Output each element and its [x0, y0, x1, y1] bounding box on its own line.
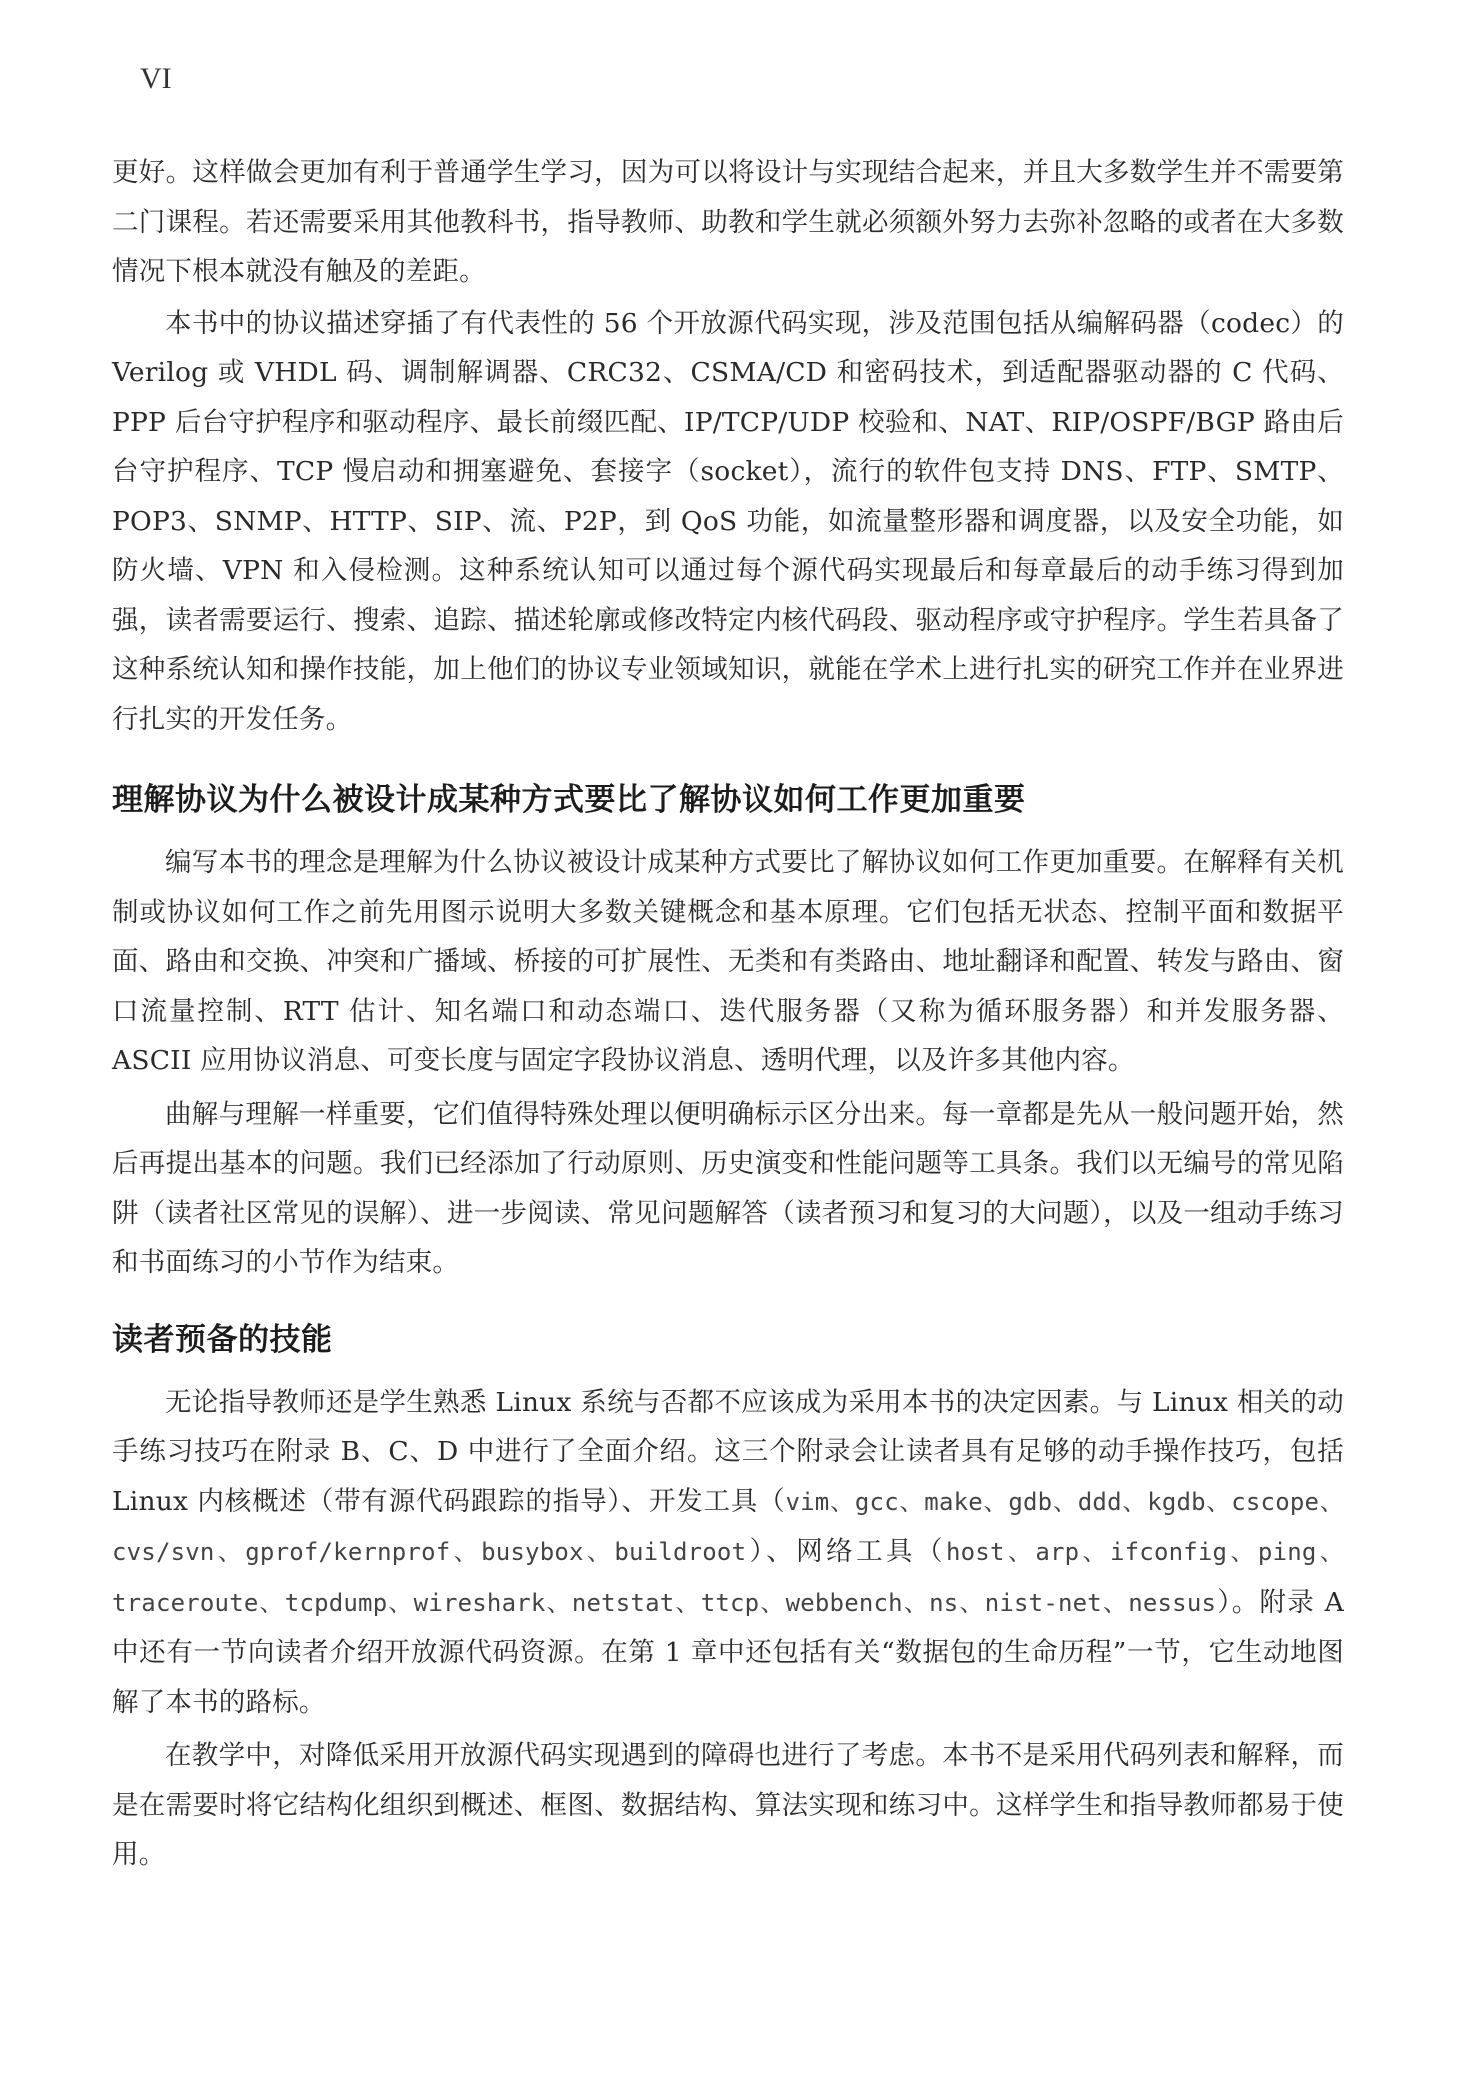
paragraph-teaching: 在教学中，对降低采用开放源代码实现遇到的障碍也进行了考虑。本书不是采用代码列表和解释，而是在需要时将它结构化组织到概述、框图、数据结构、算法实现和练习中。这样学生和指导教师都易于使用。 [112, 1740, 1344, 1870]
page-body [112, 148, 1344, 1880]
page-number: VI [140, 62, 172, 95]
paragraph-open-source-implementations: 本书中的协议描述穿插了有代表性的 56 个开放源代码实现，涉及范围包括从编解码器（codec）的 Verilog 或 VHDL 码、调制解调器、CRC32、CSMA/CD 和密码技术，到适配器驱动器的 C 代码、PPP 后台守护程序和驱动程序、最长前缀匹配、IP/TCP/UDP 校验和、NAT、RIP/OSPF/BGP 路由后台守护程序、TCP 慢启动和拥塞避免、套接字（socket），流行的软件包支持 DNS、FTP、SMTP、POP3、SNMP、HTTP、SIP、流、P2P，到 QoS 功能，如流量整形器和调度器，以及安全功能，如防火墙、VPN 和入侵检测。这种系统认知可以通过每个源代码实现最后和每章最后的动手练习得到加强，读者需要运行、搜索、追踪、描述轮廓或修改特定内核代码段、驱动程序或守护程序。学生若具备了这种系统认知和操作技能，加上他们的协议专业领域知识，就能在学术上进行扎实的研究工作并在业界进行扎实的开发任务。 [112, 307, 1344, 735]
network-tools-list: host、arp、ifconfig、ping、traceroute、tcpdump、wireshark、netstat、ttcp、webbench、ns、nist-net、nessus [112, 1538, 1344, 1617]
paragraph-continued: 更好。这样做会更加有利于普通学生学习，因为可以将设计与实现结合起来，并且大多数学生并不需要第二门课程。若还需要采用其他教科书，指导教师、助教和学生就必须额外努力去弥补忽略的或者在大多数情况下根本就没有触及的差距。 [112, 157, 1344, 287]
linux-skills-text-c: ）。附录 A 中还有一节向读者介绍开放源代码资源。在第 1 章中还包括有关“数据包的生命历程”一节，它生动地图解了本书的路标。 [112, 1586, 1345, 1718]
section-heading-prerequisite-skills: 读者预备的技能 [112, 1321, 333, 1358]
paragraph-design-philosophy: 编写本书的理念是理解为什么协议被设计成某种方式要比了解协议如何工作更加重要。在解释有关机制或协议如何工作之前先用图示说明大多数关键概念和基本原理。它们包括无状态、控制平面和数据平面、路由和交换、冲突和广播域、桥接的可扩展性、无类和有类路由、地址翻译和配置、转发与路由、窗口流量控制、RTT 估计、知名端口和动态端口、迭代服务器（又称为循环服务器）和并发服务器、ASCII 应用协议消息、可变长度与固定字段协议消息、透明代理，以及许多其他内容。 [112, 847, 1344, 1076]
paragraph-pitfalls: 曲解与理解一样重要，它们值得特殊处理以便明确标示区分出来。每一章都是先从一般问题开始，然后再提出基本的问题。我们已经添加了行动原则、历史演变和性能问题等工具条。我们以无编号的常见陷阱（读者社区常见的误解）、进一步阅读、常见问题解答（读者预习和复习的大问题），以及一组动手练习和书面练习的小节作为结束。 [112, 1098, 1344, 1278]
paragraph-linux-skills [112, 1378, 1344, 1728]
linux-skills-text-b: ）、网络工具（ [746, 1536, 946, 1567]
dev-tools-list: vim、gcc、make、gdb、ddd、kgdb、cscope、cvs/svn、gprof/kernprof、busybox、buildroot [112, 1487, 1344, 1566]
section-heading-why-over-how: 理解协议为什么被设计成某种方式要比了解协议如何工作更加重要 [112, 782, 1026, 818]
linux-skills-text-a: 无论指导教师还是学生熟悉 Linux 系统与否都不应该成为采用本书的决定因素。与 Linux 相关的动手练习技巧在附录 B、C、D 中进行了全面介绍。这三个附录会让读者具有足够的动手操作技巧，包括 Linux 内核概述（带有源代码跟踪的指导）、开发工具（ [112, 1386, 1344, 1517]
